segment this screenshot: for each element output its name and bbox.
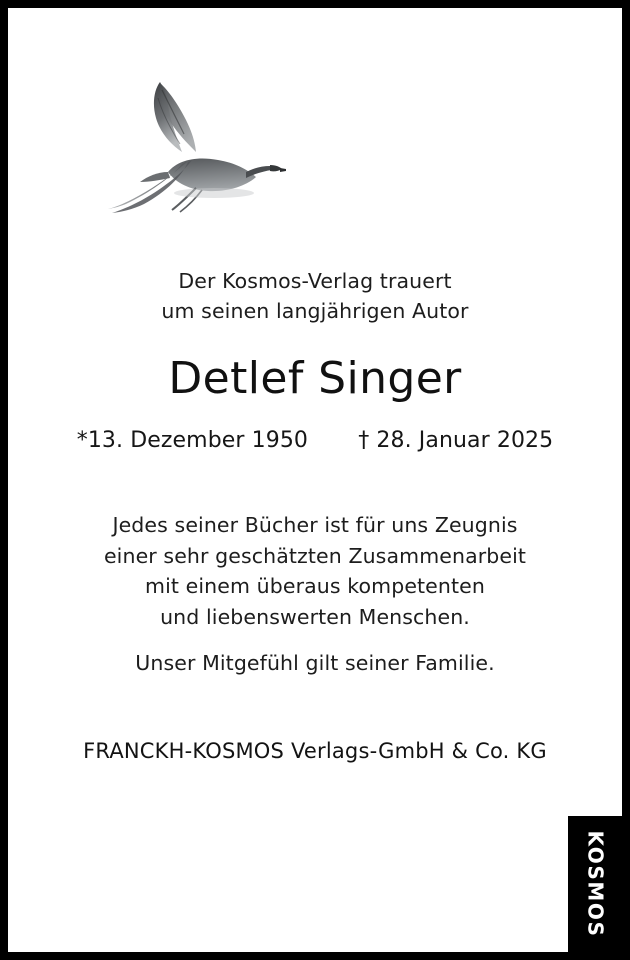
tribute-text — [8, 510, 622, 632]
deceased-name: Detlef Singer — [168, 353, 462, 404]
condolence-text: Unser Mitgefühl gilt seiner Familie. — [135, 651, 495, 675]
birth-date: *13. Dezember 1950 — [76, 428, 309, 453]
publisher-name: FRANCKH-KOSMOS Verlags-GmbH & Co. KG — [83, 739, 547, 763]
lead-line-1: Der Kosmos-Verlag trauert — [178, 269, 452, 293]
lead-line-2: um seinen langjährigen Autor — [161, 299, 469, 323]
tribute-line-1: Jedes seiner Bücher ist für uns Zeugnis — [112, 513, 518, 537]
kosmos-logo-label: KOSMOS — [583, 830, 608, 938]
tribute-line-3: mit einem überaus kompetenten — [145, 574, 485, 598]
life-dates — [8, 426, 622, 456]
kosmos-logo — [568, 816, 622, 952]
tribute-line-2: einer sehr geschätzten Zusammenarbeit — [103, 543, 527, 568]
crane-illustration — [96, 60, 286, 225]
obituary-content — [8, 8, 622, 952]
tribute-line-4: und liebenswerten Menschen. — [160, 604, 470, 629]
death-date: † 28. Januar 2025 — [358, 428, 554, 453]
lead-text — [8, 266, 622, 326]
